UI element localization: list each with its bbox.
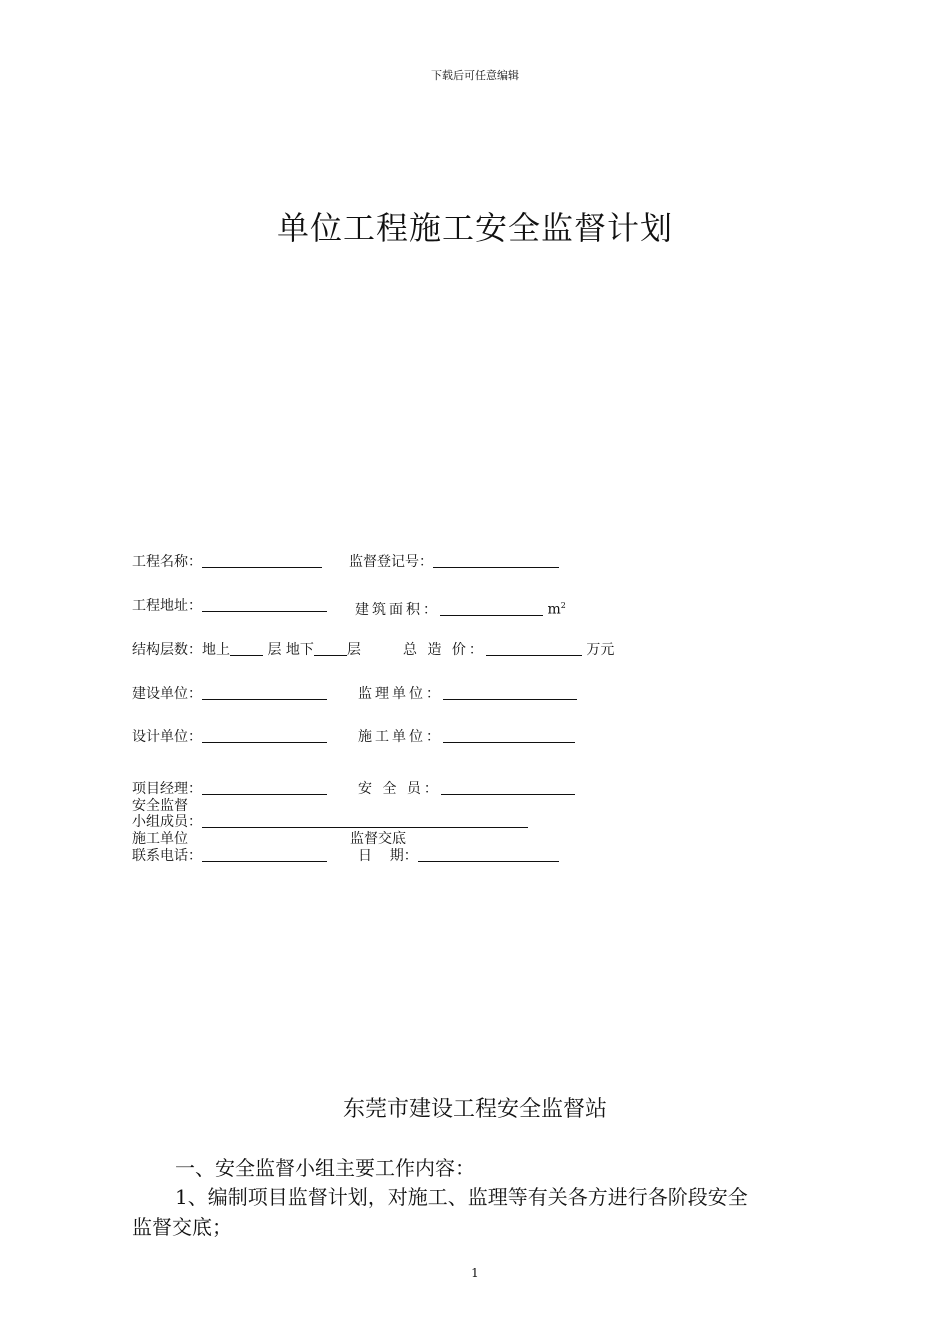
- form-row-design-unit: [132, 728, 327, 746]
- builder-contact-label-line1: 施工单位: [132, 831, 188, 847]
- form-row-construction-unit: [132, 685, 327, 703]
- structure-floors-label: 结构层数：地上: [132, 642, 230, 658]
- builder-unit-blank[interactable]: [443, 729, 575, 743]
- supervising-unit-label: 监理单位：: [358, 686, 443, 702]
- builder-contact-label-line2: 联系电话：: [132, 848, 202, 864]
- above-ground-suffix: 层 地下: [267, 642, 314, 658]
- form-row-builder-unit: [358, 728, 575, 746]
- handover-label-line1: 监督交底: [350, 831, 406, 847]
- form-row-total-cost: [403, 641, 614, 659]
- form-row-project-address: [132, 597, 327, 615]
- item1-line2: 监督交底；: [132, 1215, 232, 1239]
- construction-unit-label: 建设单位：: [132, 686, 202, 702]
- form-row-handover-date: [358, 847, 559, 865]
- building-area-blank[interactable]: [440, 602, 543, 616]
- form-row-safety-group: [132, 813, 528, 831]
- total-cost-blank[interactable]: [486, 642, 582, 656]
- area-unit: $m^2$: [547, 601, 566, 618]
- form-row-project-name: [132, 553, 322, 571]
- project-address-label: 工程地址：: [132, 598, 202, 614]
- total-cost-label: 总 造 价：: [403, 642, 486, 658]
- project-name-label: 工程名称：: [132, 554, 202, 570]
- above-ground-blank[interactable]: [230, 642, 263, 656]
- design-unit-blank[interactable]: [202, 729, 327, 743]
- safety-group-label-line2: 小组成员：: [132, 814, 202, 830]
- project-name-blank[interactable]: [202, 554, 322, 568]
- form-row-project-manager: [132, 780, 327, 798]
- safety-group-label-line1: 安全监督: [132, 798, 188, 814]
- project-manager-blank[interactable]: [202, 781, 327, 795]
- handover-date-blank[interactable]: [418, 848, 559, 862]
- page-title: 单位工程施工安全监督计划: [276, 209, 673, 247]
- supervision-reg-label: 监督登记号：: [349, 554, 433, 570]
- section-heading: 一、安全监督小组主要工作内容：: [175, 1156, 475, 1180]
- form-row-building-area: [355, 597, 566, 619]
- below-ground-suffix: 层: [346, 642, 361, 658]
- form-row-supervising-unit: [358, 685, 577, 703]
- building-area-label: 建筑面积：: [355, 601, 440, 618]
- page-number: 1: [471, 1266, 479, 1280]
- below-ground-blank[interactable]: [314, 642, 347, 656]
- organization-name: 东莞市建设工程安全监督站: [342, 1097, 607, 1122]
- safety-officer-blank[interactable]: [441, 781, 575, 795]
- form-row-supervision-reg: [349, 553, 559, 571]
- handover-label-line2: 日 期：: [358, 848, 418, 864]
- cost-unit: 万元: [586, 642, 615, 658]
- form-row-builder-contact: [132, 847, 327, 865]
- supervising-unit-blank[interactable]: [443, 686, 577, 700]
- project-address-blank[interactable]: [202, 598, 327, 612]
- design-unit-label: 设计单位：: [132, 729, 202, 745]
- safety-officer-label: 安 全 员：: [358, 781, 441, 797]
- builder-contact-blank[interactable]: [202, 848, 327, 862]
- builder-unit-label: 施工单位：: [358, 729, 443, 745]
- project-manager-label: 项目经理：: [132, 781, 202, 797]
- area-unit-sup: 2: [560, 601, 566, 610]
- supervision-reg-blank[interactable]: [433, 554, 559, 568]
- safety-group-blank[interactable]: [202, 814, 528, 828]
- form-row-structure: [132, 641, 361, 659]
- form-row-safety-officer: [358, 780, 575, 798]
- item1-line1: 1、编制项目监督计划，对施工、监理等有关各方进行各阶段安全: [175, 1185, 748, 1209]
- construction-unit-blank[interactable]: [202, 686, 327, 700]
- header-note: 下载后可任意编辑: [431, 69, 519, 82]
